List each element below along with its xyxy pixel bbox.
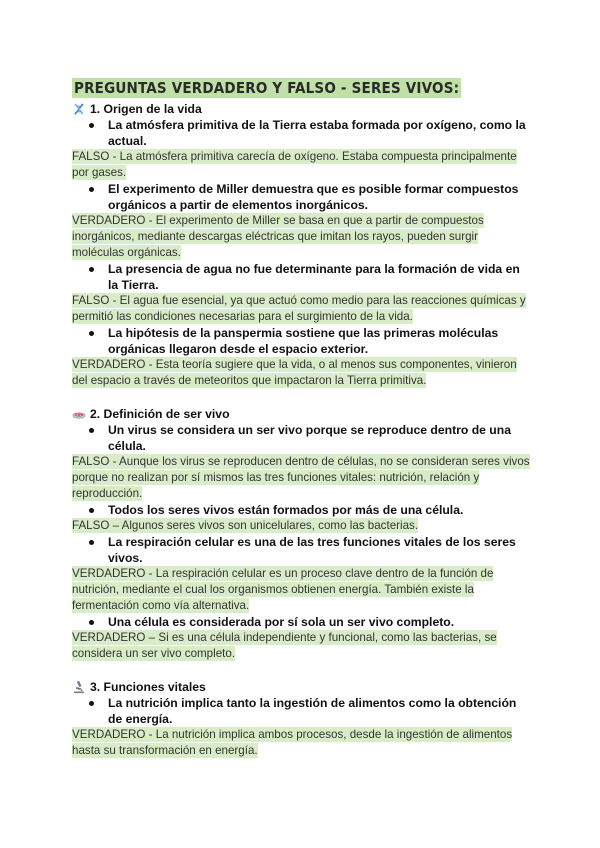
question-text: La respiración celular es una de las tres funciones vitales de los seres vivos. [108, 535, 516, 565]
document-title: PREGUNTAS VERDADERO Y FALSO - SERES VIVOS: [74, 79, 460, 97]
answer-text: FALSO - El agua fue esencial, ya que actuó como medio para las reacciones químicas y permitió las condiciones necesarias para el surgimiento de la vida. [72, 294, 526, 323]
question-item [72, 695, 532, 727]
document-content [72, 101, 532, 759]
question-text: La nutrición implica tanto la ingestión de alimentos como la obtención de energía. [108, 696, 517, 726]
answer-text: VERDADERO - El experimento de Miller se basa en que a partir de compuestos inorgánicos, mediante descargas eléctricas que imitan los rayos, pueden surgir moléculas orgánicas. [72, 214, 484, 259]
question-text: El experimento de Miller demuestra que es posible formar compuestos orgánicos a partir de elementos inorgánicos. [108, 182, 519, 212]
section-heading [72, 406, 532, 422]
section-heading-text: 2. Definición de ser vivo [90, 407, 230, 421]
question-text: Un virus se considera un ser vivo porque se reproduce dentro de una célula. [108, 423, 511, 453]
question-item [72, 534, 532, 566]
section-funciones [72, 679, 532, 759]
answer-text: FALSO – Algunos seres vivos son unicelulares, como las bacterias. [72, 519, 419, 532]
title-wrap [72, 78, 461, 98]
answer-text: VERDADERO - La respiración celular es un proceso clave dentro de la función de nutrición, mediante el cual los organismos obtienen energía. También existe la fermentación como vía alternativa. [72, 567, 494, 612]
section-heading [72, 679, 532, 695]
answer-text: FALSO - Aunque los virus se reproducen dentro de células, no se consideran seres vivos porque no realizan por sí mismos las tres funciones vitales: nutrición, relación y reproducción. [72, 455, 530, 500]
answer-text: VERDADERO - Esta teoría sugiere que la vida, o al menos sus componentes, vinieron del espacio a través de meteoritos que impactaron la Tierra primitiva. [72, 358, 517, 387]
dna-icon [72, 102, 86, 116]
question-item [72, 117, 532, 149]
question-text: Todos los seres vivos están formados por más de una célula. [108, 503, 464, 517]
question-text: La atmósfera primitiva de la Tierra estaba formada por oxígeno, como la actual. [108, 118, 526, 148]
section-heading [72, 101, 532, 117]
question-item [72, 502, 532, 518]
question-text: Una célula es considerada por sí sola un ser vivo completo. [108, 615, 455, 629]
microscope-icon [72, 680, 86, 694]
question-text: La hipótesis de la panspermia sostiene que las primeras moléculas orgánicas llegaron desde el espacio exterior. [108, 326, 499, 356]
answer-text: FALSO - La atmósfera primitiva carecía de oxígeno. Estaba compuesta principalmente por gases. [72, 150, 517, 179]
section-heading-text: 3. Funciones vitales [90, 680, 206, 694]
question-item [72, 614, 532, 630]
question-text: La presencia de agua no fue determinante para la formación de vida en la Tierra. [108, 262, 520, 292]
question-item [72, 181, 532, 213]
answer-text: VERDADERO - La nutrición implica ambos procesos, desde la ingestión de alimentos hasta su transformación en energía. [72, 728, 513, 757]
petri-dish-icon [72, 407, 86, 421]
question-item [72, 422, 532, 454]
section-origen [72, 101, 532, 389]
section-definicion [72, 406, 532, 662]
section-heading-text: 1. Origen de la vida [90, 102, 202, 116]
answer-text: VERDADERO – Si es una célula independiente y funcional, como las bacterias, se considera un ser vivo completo. [72, 631, 497, 660]
question-item [72, 325, 532, 357]
question-item [72, 261, 532, 293]
